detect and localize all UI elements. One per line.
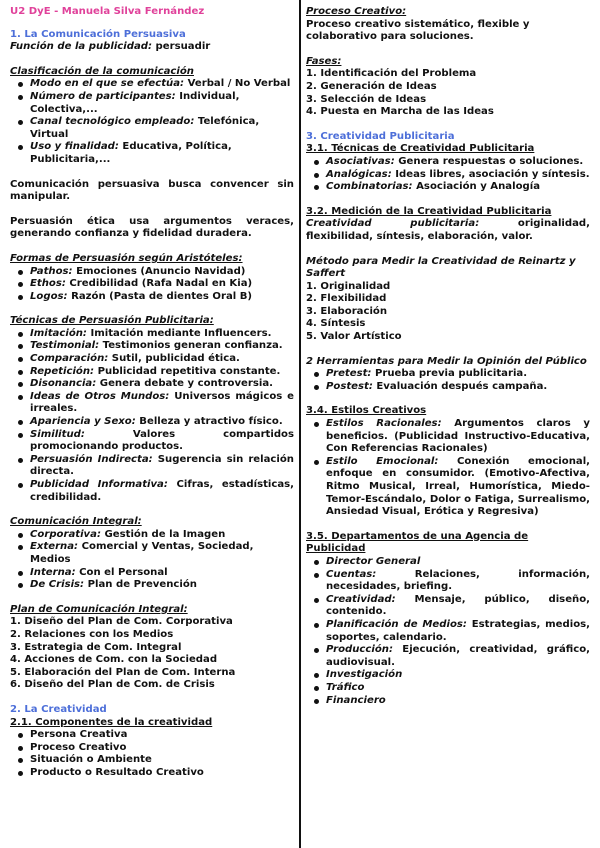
section-3-title: 3. Creatividad Publicitaria [306,130,455,142]
list-item: Director General [326,556,590,569]
list-item: Asociativas: Genera respuestas o soluciones. [326,156,590,169]
aristotle-title: Formas de Persuasión según Aristóteles: [10,252,243,264]
list-item: 3. Estrategia de Com. Integral [10,641,182,653]
list-item: Corporativa: Gestión de la Imagen [30,529,294,542]
list-item: 4. Síntesis [306,318,366,330]
list-item: Financiero [326,695,590,708]
phases-title: Fases: [306,55,342,67]
list-item: Persuasión Indirecta: Sugerencia sin relación directa. [30,453,294,478]
list-item: Combinatorias: Asociación y Analogía [326,181,590,194]
list-item: Interna: Con el Personal [30,567,294,580]
section-2-1-title: 2.1. Componentes de la creatividad [10,716,213,728]
list-item: 1. Diseño del Plan de Com. Corporativa [10,616,233,628]
function-line: Función de la publicidad: persuadir [10,41,211,53]
list-item: Cuentas: Relaciones, información, necesidades, briefing. [326,568,590,593]
list-item: 6. Diseño del Plan de Com. de Crisis [10,679,215,691]
list-item: Estilos Racionales: Argumentos claros y beneficios. (Publicidad Instructivo-Educativa, Con Referencias Racionales) [326,418,590,455]
list-item: 3. Selección de Ideas [306,93,427,105]
list-item: Número de participantes: Individual, Colectiva,... [30,91,294,116]
list-item: 2. Relaciones con los Medios [10,628,174,640]
paragraph-ethics: Persuasión ética usa argumentos veraces, generando confianza y fidelidad duradera. [10,215,294,240]
components-list [10,729,294,779]
list-item: Creatividad: Mensaje, público, diseño, contenido. [326,593,590,618]
list-item: Estilo Emocional: Conexión emocional, enfoque en consumidor. (Emotivo-Afectiva, Ritmo Musical, Irreal, Humorística, Miedo-Temor-Escándalo, Dolor o Fatiga, Surrealismo, Ansiedad Visual, Erótica y Regresiva) [326,455,590,518]
section-3-2-title: 3.2. Medición de la Creatividad Publicitaria [306,205,552,217]
styles-list [306,418,590,519]
plan-title: Plan de Comunicación Integral: [10,603,188,615]
departments-list [306,556,590,707]
list-item: Apariencia y Sexo: Belleza y atractivo físico. [30,416,294,429]
list-item: Testimonial: Testimonios generan confianza. [30,340,294,353]
process-text: Proceso creativo sistemático, flexible y colaborativo para soluciones. [306,18,530,43]
techniques-list [10,328,294,504]
list-item: Externa: Comercial y Ventas, Sociedad, Medios [30,541,294,566]
right-column [306,6,590,707]
document-title: U2 DyE - Manuela Silva Fernández [10,6,205,17]
plan-list [10,616,294,692]
integral-title: Comunicación Integral: [10,516,142,528]
list-item: Tráfico [326,682,590,695]
techniques-title: Técnicas de Persuasión Publicitaria: [10,315,214,327]
list-item: 2. Generación de Ideas [306,80,437,92]
section-1-title: 1. La Comunicación Persuasiva [10,28,186,40]
list-item: Publicidad Informativa: Cifras, estadísticas, credibilidad. [30,479,294,503]
list-item: 5. Elaboración del Plan de Com. Interna [10,666,236,678]
classification-list [10,78,294,166]
list-item: Pretest: Prueba previa publicitaria. [326,368,590,381]
list-item: Proceso Creativo [30,742,294,755]
list-item: 5. Valor Artístico [306,331,402,343]
list-item: Producto o Resultado Creativo [30,767,294,780]
list-item: Uso y finalidad: Educativa, Política, Publicitaria,... [30,141,294,166]
list-item: Comparación: Sutil, publicidad ética. [30,353,294,366]
list-item: Ethos: Credibilidad (Rafa Nadal en Kia) [30,278,294,291]
classification-title: Clasificación de la comunicación [10,65,194,77]
measurement-line: Creatividad publicitaria: originalidad, flexibilidad, síntesis, elaboración, valor. [306,218,590,242]
creative-techniques-list [306,156,590,194]
list-item: Investigación [326,669,590,682]
list-item: Modo en el que se efectúa: Verbal / No Verbal [30,78,294,91]
list-item: Planificación de Medios: Estrategias, medios, soportes, calendario. [326,618,590,643]
list-item: Pathos: Emociones (Anuncio Navidad) [30,266,294,279]
list-item: Logos: Razón (Pasta de dientes Oral B) [30,291,294,304]
list-item: Similitud: Valores compartidos promocionando productos. [30,428,294,453]
list-item: Canal tecnológico empleado: Telefónica, Virtual [30,116,294,141]
paragraph-persuasive: Comunicación persuasiva busca convencer sin manipular. [10,178,294,203]
list-item: 4. Acciones de Com. con la Sociedad [10,654,218,666]
list-item: Imitación: Imitación mediante Influencers. [30,328,294,341]
list-item: Disonancia: Genera debate y controversia. [30,378,294,391]
column-divider [299,0,301,848]
list-item: 2. Flexibilidad [306,293,387,305]
list-item: 1. Identificación del Problema [306,68,477,80]
left-column [10,6,294,779]
list-item: 3. Elaboración [306,305,388,317]
list-item: De Crisis: Plan de Prevención [30,579,294,592]
aristotle-list [10,266,294,304]
tools-list [306,368,590,393]
list-item: 1. Originalidad [306,280,391,292]
list-item: Producción: Ejecución, creatividad, gráfico, audiovisual. [326,644,590,668]
list-item: Analógicas: Ideas libres, asociación y síntesis. [326,168,590,180]
phases-list [306,68,590,118]
list-item: Repetición: Publicidad repetitiva constante. [30,366,294,379]
process-title: Proceso Creativo: [306,6,407,17]
integral-list [10,529,294,592]
list-item: Ideas de Otros Mundos: Universos mágicos e irreales. [30,390,294,415]
section-2-title: 2. La Creatividad [10,703,107,715]
section-3-1-title: 3.1. Técnicas de Creatividad Publicitaria [306,143,535,155]
list-item: Postest: Evaluación después campaña. [326,381,590,394]
section-3-4-title: 3.4. Estilos Creativos [306,405,427,417]
list-item: 4. Puesta en Marcha de las Ideas [306,106,494,118]
tools-title: 2 Herramientas para Medir la Opinión del Público [306,355,587,367]
method-title: Método para Medir la Creatividad de Reinartz y Saffert [306,255,576,280]
list-item: Situación o Ambiente [30,754,294,767]
method-list [306,281,590,344]
section-3-5-title: 3.5. Departamentos de una Agencia de Publicidad [306,530,529,555]
list-item: Persona Creativa [30,729,294,742]
